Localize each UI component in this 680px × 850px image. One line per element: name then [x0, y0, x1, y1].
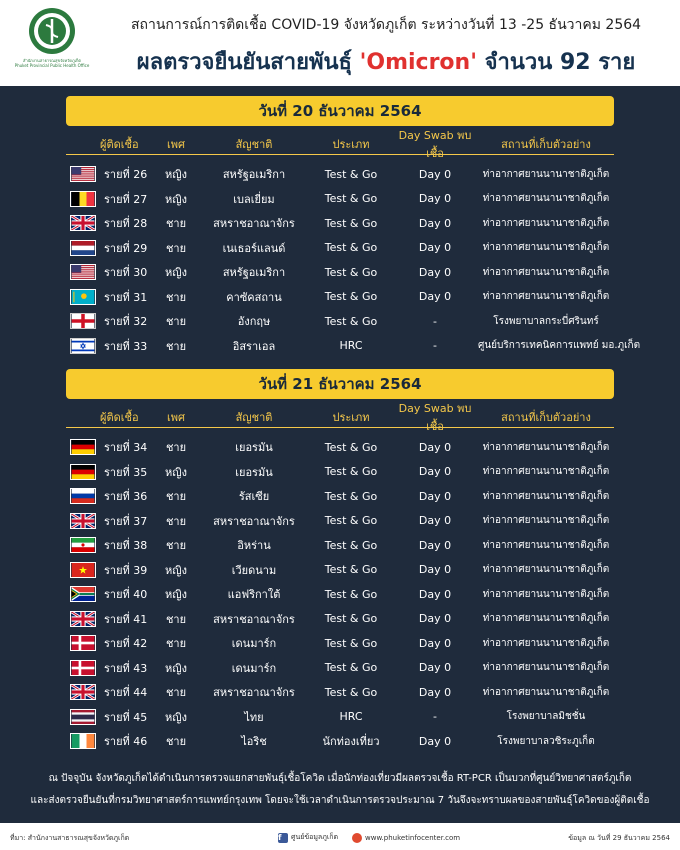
- sex-cell: ชาย: [165, 441, 187, 455]
- location-cell: ท่าอากาศยานนานาชาติภูเก็ต: [482, 193, 610, 205]
- table-row: [66, 631, 614, 656]
- sex-cell: ชาย: [165, 315, 187, 329]
- nationality-cell: เบลเยี่ยม: [233, 192, 275, 206]
- globe-icon: [352, 833, 362, 843]
- case-number: รายที่ 27: [104, 192, 148, 206]
- flag-us-icon: [66, 166, 100, 182]
- day-swab-cell: Day 0: [418, 587, 452, 601]
- column-header-type: ประเภท: [332, 138, 370, 151]
- case-number: รายที่ 34: [104, 441, 148, 455]
- column-header-sex: เพศ: [167, 411, 185, 424]
- flag-russia-icon: [66, 488, 100, 504]
- flag-netherlands-icon: [66, 240, 100, 256]
- location-cell: ศูนย์บริการเทคนิคการแพทย์ มอ.ภูเก็ต: [478, 340, 641, 352]
- day-swab-cell: Day 0: [418, 440, 452, 454]
- flag-south-africa-icon: [66, 586, 100, 602]
- day-swab-cell: Day 0: [418, 192, 452, 206]
- nationality-cell: ไอริช: [241, 735, 267, 749]
- column-header-location: สถานที่เก็บตัวอย่าง: [501, 138, 591, 151]
- column-header-location: สถานที่เก็บตัวอย่าง: [501, 411, 591, 424]
- type-cell: Test & Go: [324, 465, 378, 479]
- case-number: รายที่ 42: [104, 637, 148, 651]
- nationality-cell: เดนมาร์ก: [231, 661, 277, 675]
- type-cell: Test & Go: [324, 489, 378, 503]
- location-cell: ท่าอากาศยานนานาชาติภูเก็ต: [482, 539, 610, 551]
- table-row: [66, 729, 614, 754]
- table-row: [66, 705, 614, 730]
- flag-ireland-icon: [66, 733, 100, 749]
- nationality-cell: เดนมาร์ก: [231, 637, 277, 651]
- sex-cell: หญิง: [165, 661, 187, 675]
- day-swab-cell: Day 0: [418, 216, 452, 230]
- flag-england-icon: [66, 313, 100, 329]
- flag-uk-icon: [66, 611, 100, 627]
- type-cell: Test & Go: [324, 314, 378, 328]
- nationality-cell: สหรัฐอเมริกา: [222, 168, 286, 182]
- flag-germany-icon: [66, 464, 100, 480]
- location-cell: ท่าอากาศยานนานาชาติภูเก็ต: [482, 466, 610, 478]
- type-cell: HRC: [339, 339, 363, 353]
- type-cell: Test & Go: [324, 192, 378, 206]
- date-heading: วันที่ 21 ธันวาคม 2564: [66, 369, 614, 399]
- sex-cell: ชาย: [165, 612, 187, 626]
- location-cell: ท่าอากาศยานนานาชาติภูเก็ต: [482, 266, 610, 278]
- case-number: รายที่ 38: [104, 539, 148, 553]
- flag-belgium-icon: [66, 191, 100, 207]
- day-swab-cell: Day 0: [418, 514, 452, 528]
- table-row: [66, 211, 614, 236]
- case-number: รายที่ 35: [104, 465, 148, 479]
- type-cell: Test & Go: [324, 587, 378, 601]
- location-cell: ท่าอากาศยานนานาชาติภูเก็ต: [482, 168, 610, 180]
- website-label: www.phuketinfocenter.com: [365, 833, 461, 842]
- table-row: [66, 460, 614, 485]
- nationality-cell: สหรัฐอเมริกา: [222, 266, 286, 280]
- type-cell: Test & Go: [324, 440, 378, 454]
- day-swab-cell: -: [433, 314, 437, 328]
- sex-cell: หญิง: [165, 168, 187, 182]
- column-header-sex: เพศ: [167, 138, 185, 151]
- case-number: รายที่ 36: [104, 490, 148, 504]
- column-header-nationality: สัญชาติ: [235, 138, 273, 151]
- section-dec-20: [66, 96, 641, 358]
- title-highlight: 'Omicron': [359, 50, 477, 75]
- footer-note-line-1: ณ ปัจจุบัน จังหวัดภูเก็ตได้ดำเนินการตรวจแยกสายพันธุ์เชื้อโควิด เมื่อนักท่องเที่ยวมีผลตรวจเชื้อ RT-PCR เป็นบวกที่ศูนย์วิทยาศาสตร์ภูเก็ต: [48, 773, 632, 784]
- type-cell: Test & Go: [324, 290, 378, 304]
- location-cell: ท่าอากาศยานนานาชาติภูเก็ต: [482, 588, 610, 600]
- column-header-case: ผู้ติดเชื้อ: [100, 138, 139, 151]
- table-row: [66, 533, 614, 558]
- source-text: ที่มา: สำนักงานสาธารณสุขจังหวัดภูเก็ต: [10, 834, 130, 842]
- column-headers: [66, 126, 614, 162]
- nationality-cell: อิหร่าน: [237, 539, 271, 553]
- type-cell: Test & Go: [324, 216, 378, 230]
- nationality-cell: คาซัคสถาน: [226, 290, 282, 304]
- case-number: รายที่ 33: [104, 339, 148, 353]
- day-swab-cell: Day 0: [418, 612, 452, 626]
- day-swab-cell: Day 0: [418, 265, 452, 279]
- location-cell: โรงพยาบาลกระบี่ศรินทร์: [493, 315, 599, 327]
- date-heading: วันที่ 20 ธันวาคม 2564: [66, 96, 614, 126]
- type-cell: Test & Go: [324, 538, 378, 552]
- data-date-text: ข้อมูล ณ วันที่ 29 ธันวาคม 2564: [568, 834, 670, 842]
- nationality-cell: สหราชอาณาจักร: [213, 686, 295, 700]
- case-number: รายที่ 26: [104, 168, 148, 182]
- sex-cell: ชาย: [165, 637, 187, 651]
- location-cell: ท่าอากาศยานนานาชาติภูเก็ต: [482, 637, 610, 649]
- flag-vietnam-icon: [66, 562, 100, 578]
- type-cell: Test & Go: [324, 661, 378, 675]
- location-cell: ท่าอากาศยานนานาชาติภูเก็ต: [482, 217, 610, 229]
- location-cell: ท่าอากาศยานนานาชาติภูเก็ต: [482, 613, 610, 625]
- bottom-bar: [0, 823, 680, 850]
- social-links: [278, 832, 460, 843]
- sex-cell: ชาย: [165, 514, 187, 528]
- sex-cell: ชาย: [165, 290, 187, 304]
- column-header-day-swab: Day Swab พบเชื้อ: [398, 129, 472, 160]
- sex-cell: ชาย: [165, 686, 187, 700]
- nationality-cell: รัสเซีย: [238, 490, 270, 504]
- table-row: [66, 334, 641, 359]
- table-row: [66, 187, 614, 212]
- case-number: รายที่ 45: [104, 710, 148, 724]
- column-header-type: ประเภท: [332, 411, 370, 424]
- sex-cell: หญิง: [165, 266, 187, 280]
- type-cell: HRC: [339, 710, 363, 724]
- day-swab-cell: -: [433, 339, 437, 353]
- day-swab-cell: Day 0: [418, 563, 452, 577]
- case-number: รายที่ 39: [104, 563, 148, 577]
- table-row: [66, 162, 614, 187]
- case-number: รายที่ 37: [104, 514, 148, 528]
- column-header-case: ผู้ติดเชื้อ: [100, 411, 139, 424]
- type-cell: Test & Go: [324, 685, 378, 699]
- flag-israel-icon: [66, 338, 100, 354]
- flag-kazakhstan-icon: [66, 289, 100, 305]
- table-row: [66, 509, 614, 534]
- flag-uk-icon: [66, 684, 100, 700]
- sex-cell: ชาย: [165, 539, 187, 553]
- location-cell: ท่าอากาศยานนานาชาติภูเก็ต: [482, 686, 610, 698]
- sex-cell: หญิง: [165, 588, 187, 602]
- case-number: รายที่ 30: [104, 266, 148, 280]
- nationality-cell: อิสราเอล: [232, 339, 276, 353]
- table-row: [66, 582, 614, 607]
- table-row: [66, 484, 614, 509]
- nationality-cell: ไทย: [244, 710, 264, 724]
- table-row: [66, 285, 614, 310]
- column-header-day-swab: Day Swab พบเชื้อ: [398, 402, 472, 433]
- case-number: รายที่ 29: [104, 241, 148, 255]
- flag-us-icon: [66, 264, 100, 280]
- table-row: [66, 435, 614, 460]
- sex-cell: ชาย: [165, 339, 187, 353]
- type-cell: Test & Go: [324, 265, 378, 279]
- day-swab-cell: Day 0: [418, 538, 452, 552]
- type-cell: Test & Go: [324, 514, 378, 528]
- nationality-cell: สหราชอาณาจักร: [213, 514, 295, 528]
- table-row: [66, 260, 614, 285]
- facebook-icon: f: [278, 833, 288, 843]
- flag-uk-icon: [66, 215, 100, 231]
- nationality-cell: อังกฤษ: [237, 315, 271, 329]
- nationality-cell: เนเธอร์แลนด์: [222, 241, 286, 255]
- type-cell: นักท่องเที่ยว: [322, 735, 380, 749]
- flag-germany-icon: [66, 439, 100, 455]
- sex-cell: หญิง: [165, 465, 187, 479]
- flag-thailand-icon: [66, 709, 100, 725]
- sex-cell: ชาย: [165, 241, 187, 255]
- case-number: รายที่ 31: [104, 290, 148, 304]
- type-cell: Test & Go: [324, 636, 378, 650]
- nationality-cell: เยอรมัน: [235, 465, 273, 479]
- flag-uk-icon: [66, 513, 100, 529]
- day-swab-cell: Day 0: [418, 685, 452, 699]
- location-cell: โรงพยาบาลวชิระภูเก็ต: [497, 735, 595, 747]
- day-swab-cell: Day 0: [418, 290, 452, 304]
- website-link[interactable]: [352, 833, 460, 843]
- location-cell: โรงพยาบาลมิชชั่น: [506, 711, 586, 723]
- type-cell: Test & Go: [324, 563, 378, 577]
- logo-org-name-en: Phuket Provincial Public Health Office: [14, 63, 90, 68]
- location-cell: ท่าอากาศยานนานาชาติภูเก็ต: [482, 441, 610, 453]
- health-ministry-emblem-icon: [27, 6, 77, 56]
- sex-cell: หญิง: [165, 563, 187, 577]
- header-divider: [66, 154, 614, 155]
- case-number: รายที่ 44: [104, 686, 148, 700]
- case-number: รายที่ 32: [104, 315, 148, 329]
- type-cell: Test & Go: [324, 612, 378, 626]
- column-header-nationality: สัญชาติ: [235, 411, 273, 424]
- day-swab-cell: Day 0: [418, 241, 452, 255]
- table-row: [66, 236, 614, 261]
- type-cell: Test & Go: [324, 241, 378, 255]
- sex-cell: หญิง: [165, 710, 187, 724]
- flag-iran-icon: [66, 537, 100, 553]
- type-cell: Test & Go: [324, 167, 378, 181]
- facebook-label: ศูนย์ข้อมูลภูเก็ต: [291, 833, 339, 841]
- case-number: รายที่ 41: [104, 612, 148, 626]
- day-swab-cell: Day 0: [418, 489, 452, 503]
- case-number: รายที่ 46: [104, 735, 148, 749]
- footer-note-line-2: และส่งตรวจยืนยันที่กรมวิทยาศาสตร์การแพทย์กรุงเทพ โดยจะใช้เวลาดำเนินการตรวจประมาณ 7 วันจึงจะทราบผลของสายพันธุ์โควิดของผู้ติดเชื้อ: [30, 795, 650, 806]
- page-subtitle: สถานการณ์การติดเชื้อ COVID-19 จังหวัดภูเก็ต ระหว่างวันที่ 13 -25 ธันวาคม 2564: [130, 17, 642, 33]
- footer-note: [0, 768, 680, 812]
- header: [0, 0, 680, 86]
- logo-org-name-th: สำนักงานสาธารณสุขจังหวัดภูเก็ต: [23, 58, 81, 63]
- sex-cell: ชาย: [165, 217, 187, 231]
- title-prefix: ผลตรวจยืนยันสายพันธุ์: [136, 50, 352, 75]
- nationality-cell: เวียดนาม: [231, 563, 277, 577]
- table-row: [66, 607, 614, 632]
- case-number: รายที่ 43: [104, 661, 148, 675]
- case-number: รายที่ 40: [104, 588, 148, 602]
- ministry-logo: [8, 6, 96, 82]
- title-suffix: จำนวน 92 ราย: [484, 50, 636, 75]
- sex-cell: ชาย: [165, 735, 187, 749]
- sex-cell: ชาย: [165, 490, 187, 504]
- nationality-cell: แอฟริกาใต้: [227, 588, 281, 602]
- table-row: [66, 656, 614, 681]
- day-swab-cell: Day 0: [418, 465, 452, 479]
- header-divider: [66, 427, 614, 428]
- location-cell: ท่าอากาศยานนานาชาติภูเก็ต: [482, 242, 610, 254]
- table-row: [66, 680, 614, 705]
- day-swab-cell: Day 0: [418, 167, 452, 181]
- location-cell: ท่าอากาศยานนานาชาติภูเก็ต: [482, 662, 610, 674]
- day-swab-cell: Day 0: [418, 636, 452, 650]
- location-cell: ท่าอากาศยานนานาชาติภูเก็ต: [482, 515, 610, 527]
- day-swab-cell: Day 0: [418, 661, 452, 675]
- flag-denmark-icon: [66, 660, 100, 676]
- sex-cell: หญิง: [165, 192, 187, 206]
- location-cell: ท่าอากาศยานนานาชาติภูเก็ต: [482, 490, 610, 502]
- facebook-link[interactable]: [278, 832, 338, 843]
- location-cell: ท่าอากาศยานนานาชาติภูเก็ต: [482, 564, 610, 576]
- table-row: [66, 309, 614, 334]
- day-swab-cell: Day 0: [418, 734, 452, 748]
- flag-denmark-icon: [66, 635, 100, 651]
- section-dec-21: [66, 369, 614, 754]
- location-cell: ท่าอากาศยานนานาชาติภูเก็ต: [482, 291, 610, 303]
- table-row: [66, 558, 614, 583]
- day-swab-cell: -: [433, 710, 437, 724]
- page-title: [96, 44, 676, 79]
- nationality-cell: สหราชอาณาจักร: [213, 217, 295, 231]
- column-headers: [66, 399, 614, 435]
- nationality-cell: สหราชอาณาจักร: [213, 612, 295, 626]
- case-number: รายที่ 28: [104, 217, 148, 231]
- nationality-cell: เยอรมัน: [235, 441, 273, 455]
